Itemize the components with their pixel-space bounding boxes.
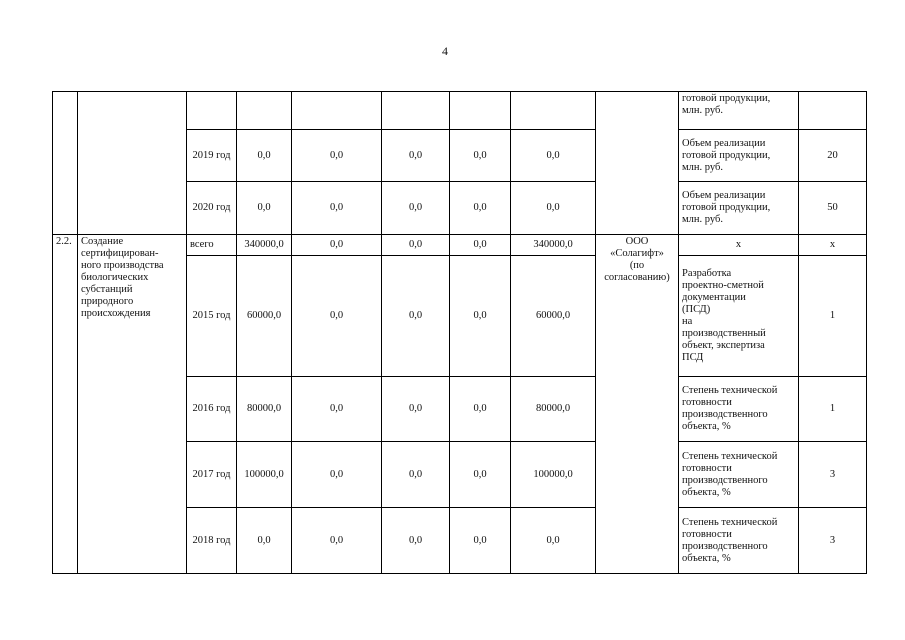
indicator-text: готовой продукции, млн. руб. <box>682 93 771 116</box>
indicator-text: Объем реализации готовой продукции, млн. руб. <box>682 137 771 173</box>
regional-cell: 0,0 <box>382 377 450 442</box>
local-cell: 0,0 <box>450 182 511 235</box>
total-cell: 60000,0 <box>237 256 292 377</box>
indicator-cell: х <box>679 235 799 256</box>
local-cell: 0,0 <box>450 508 511 574</box>
federal-cell: 0,0 <box>292 442 382 508</box>
year-cell: 2015 год <box>187 256 237 377</box>
local-cell: 0,0 <box>450 442 511 508</box>
executor-cell <box>596 235 679 574</box>
indicator-cell <box>679 130 799 182</box>
total-cell: 340000,0 <box>237 235 292 256</box>
total-cell: 0,0 <box>237 182 292 235</box>
regional-cell: 0,0 <box>382 508 450 574</box>
extrabudget-cell: 80000,0 <box>511 377 596 442</box>
page-number: 4 <box>442 44 448 58</box>
total-cell: 0,0 <box>237 508 292 574</box>
total-cell: 100000,0 <box>237 442 292 508</box>
indicator-value-cell: 20 <box>799 130 867 182</box>
extrabudget-cell: 0,0 <box>511 508 596 574</box>
federal-cell: 0,0 <box>292 235 382 256</box>
indicator-value-cell: 3 <box>799 508 867 574</box>
federal-cell <box>292 92 382 130</box>
indicator-text: Разработка проектно-сметной документации (ПСД) на производственный объект, экспертиза ПСД <box>682 268 766 363</box>
local-cell: 0,0 <box>450 130 511 182</box>
federal-cell: 0,0 <box>292 182 382 235</box>
table-row <box>53 235 867 256</box>
indicator-value-cell: х <box>799 235 867 256</box>
extrabudget-cell: 60000,0 <box>511 256 596 377</box>
year-cell: 2019 год <box>187 130 237 182</box>
year-cell: всего <box>187 235 237 256</box>
local-cell <box>450 92 511 130</box>
regional-cell: 0,0 <box>382 130 450 182</box>
table-row <box>53 92 867 130</box>
federal-cell: 0,0 <box>292 130 382 182</box>
total-cell: 0,0 <box>237 130 292 182</box>
extrabudget-cell <box>511 92 596 130</box>
indicator-text: Степень технической готовности производственного объекта, % <box>682 516 778 564</box>
executor-text: ООО «Солагифт» (по согласованию) <box>604 236 670 283</box>
indicator-cell <box>679 182 799 235</box>
year-cell: 2020 год <box>187 182 237 235</box>
local-cell: 0,0 <box>450 235 511 256</box>
item-name: Создание сертифицирован- ного производства биологических субстанций природного происхождения <box>81 236 164 319</box>
regional-cell: 0,0 <box>382 182 450 235</box>
item-name-cell <box>78 92 187 235</box>
indicator-value-cell: 1 <box>799 377 867 442</box>
year-cell: 2017 год <box>187 442 237 508</box>
indicator-value-cell: 50 <box>799 182 867 235</box>
indicator-text: Степень технической готовности производственного объекта, % <box>682 385 778 432</box>
executor-cell <box>596 92 679 235</box>
indicator-text: Степень технической готовности производственного объекта, % <box>682 450 778 498</box>
item-name-cell <box>78 235 187 574</box>
indicator-value-cell: 1 <box>799 256 867 377</box>
indicator-value-cell: 3 <box>799 442 867 508</box>
extrabudget-cell: 0,0 <box>511 130 596 182</box>
indicator-cell <box>679 92 799 130</box>
program-table <box>52 91 867 574</box>
extrabudget-cell: 0,0 <box>511 182 596 235</box>
total-cell: 80000,0 <box>237 377 292 442</box>
extrabudget-cell: 340000,0 <box>511 235 596 256</box>
indicator-cell <box>679 508 799 574</box>
indicator-cell <box>679 256 799 377</box>
regional-cell <box>382 92 450 130</box>
regional-cell: 0,0 <box>382 442 450 508</box>
item-number-cell: 2.2. <box>53 235 78 574</box>
item-number-cell <box>53 92 78 235</box>
year-cell: 2018 год <box>187 508 237 574</box>
local-cell: 0,0 <box>450 377 511 442</box>
indicator-cell <box>679 377 799 442</box>
year-cell: 2016 год <box>187 377 237 442</box>
federal-cell: 0,0 <box>292 508 382 574</box>
year-cell <box>187 92 237 130</box>
extrabudget-cell: 100000,0 <box>511 442 596 508</box>
indicator-cell <box>679 442 799 508</box>
indicator-text: Объем реализации готовой продукции, млн. руб. <box>682 190 771 225</box>
total-cell <box>237 92 292 130</box>
indicator-value-cell <box>799 92 867 130</box>
federal-cell: 0,0 <box>292 377 382 442</box>
local-cell: 0,0 <box>450 256 511 377</box>
regional-cell: 0,0 <box>382 256 450 377</box>
regional-cell: 0,0 <box>382 235 450 256</box>
federal-cell: 0,0 <box>292 256 382 377</box>
